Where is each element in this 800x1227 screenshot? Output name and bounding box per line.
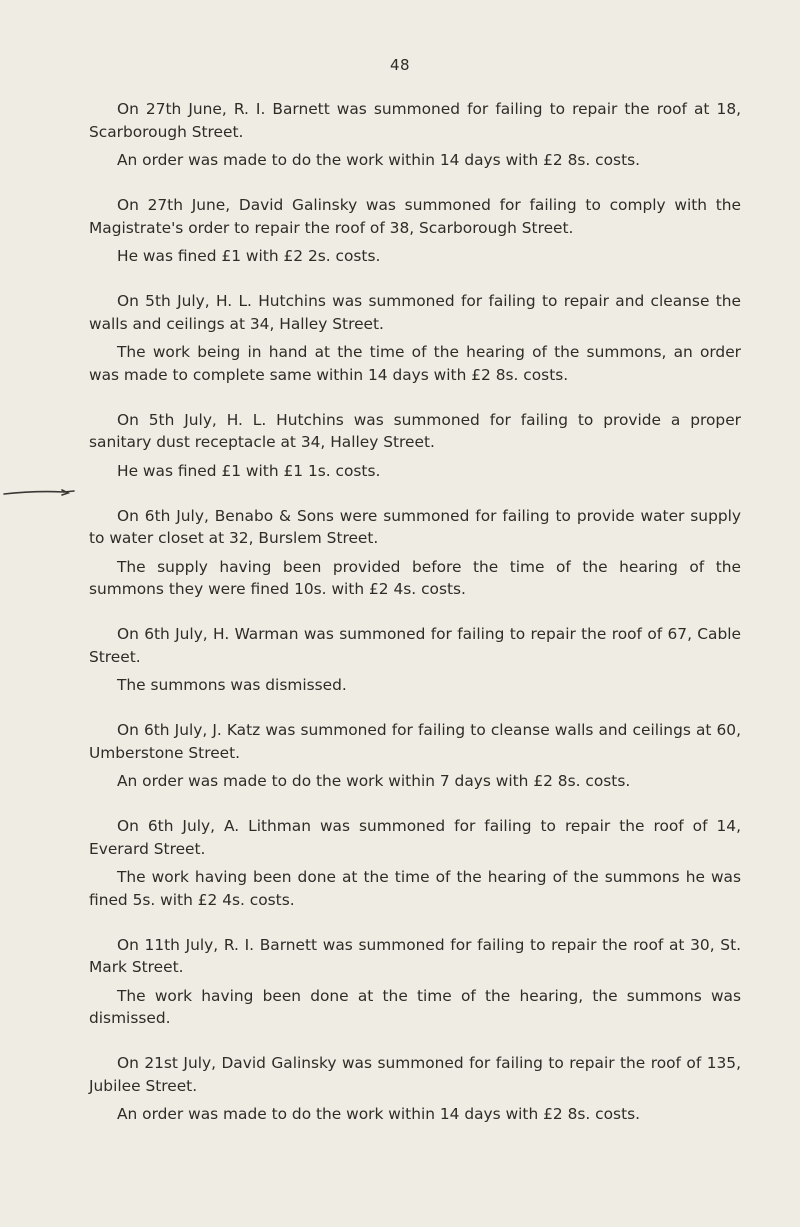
entry-summons-text: On 6th July, Benabo & Sons were summoned for failing to provide water supply to water closet at 32, Burslem Street. — [89, 506, 741, 547]
entry-summons-text: On 5th July, H. L. Hutchins was summoned for failing to provide a proper sanitary dust receptacle at 34, Halley Street. — [89, 410, 741, 451]
entry-summons-text: On 6th July, H. Warman was summoned for failing to repair the roof of 67, Cable Street. — [89, 625, 741, 666]
summons-entry — [89, 815, 741, 911]
page-number: 48 — [389, 56, 411, 74]
entry-summons-text: On 11th July, R. I. Barnett was summoned for failing to repair the roof at 30, St. Mark Street. — [89, 935, 741, 976]
entry-outcome-text: He was fined £1 with £2 2s. costs. — [117, 247, 381, 265]
entry-summons-text: On 6th July, A. Lithman was summoned for failing to repair the roof of 14, Everard Street. — [89, 817, 741, 858]
summons-entry — [89, 623, 741, 697]
entry-summons-text: On 5th July, H. L. Hutchins was summoned for failing to repair and cleanse the walls and ceilings at 34, Halley Street. — [89, 292, 741, 333]
summons-entry — [89, 290, 741, 386]
entry-outcome-text: The work having been done at the time of the hearing of the summons he was fined 5s. with £2 4s. costs. — [89, 868, 741, 909]
entry-outcome-text: An order was made to do the work within 7 days with £2 8s. costs. — [117, 772, 631, 790]
entry-outcome-text: The work having been done at the time of the hearing, the summons was dismissed. — [89, 986, 741, 1027]
entry-summons-text: On 27th June, David Galinsky was summoned for failing to comply with the Magistrate's order to repair the roof of 38, Scarborough Street. — [89, 196, 741, 237]
summons-entry — [89, 409, 741, 483]
summons-entry — [89, 719, 741, 793]
entry-summons-text: On 27th June, R. I. Barnett was summoned for failing to repair the roof at 18, Scarborough Street. — [89, 100, 741, 141]
margin-pencil-mark — [2, 487, 82, 499]
document-body — [89, 98, 741, 1148]
entry-outcome-text: An order was made to do the work within 14 days with £2 8s. costs. — [117, 151, 641, 169]
entry-outcome-text: The summons was dismissed. — [117, 676, 347, 694]
entry-outcome-text: The supply having been provided before the time of the hearing of the summons they were fined 10s. with £2 4s. costs. — [89, 557, 741, 598]
summons-entry — [89, 98, 741, 172]
summons-entry — [89, 1052, 741, 1126]
entry-outcome-text: He was fined £1 with £1 1s. costs. — [117, 461, 381, 480]
summons-entry — [89, 934, 741, 1030]
entry-summons-text: On 21st July, David Galinsky was summoned for failing to repair the roof of 135, Jubilee Street. — [89, 1054, 741, 1095]
entry-outcome-text: The work being in hand at the time of the hearing of the summons, an order was made to complete same within 14 days with £2 8s. costs. — [89, 343, 741, 384]
summons-entry — [89, 194, 741, 268]
summons-entry — [89, 505, 741, 601]
entry-summons-text: On 6th July, J. Katz was summoned for failing to cleanse walls and ceilings at 60, Umberstone Street. — [89, 721, 741, 762]
entry-outcome-text: An order was made to do the work within 14 days with £2 8s. costs. — [117, 1105, 641, 1123]
